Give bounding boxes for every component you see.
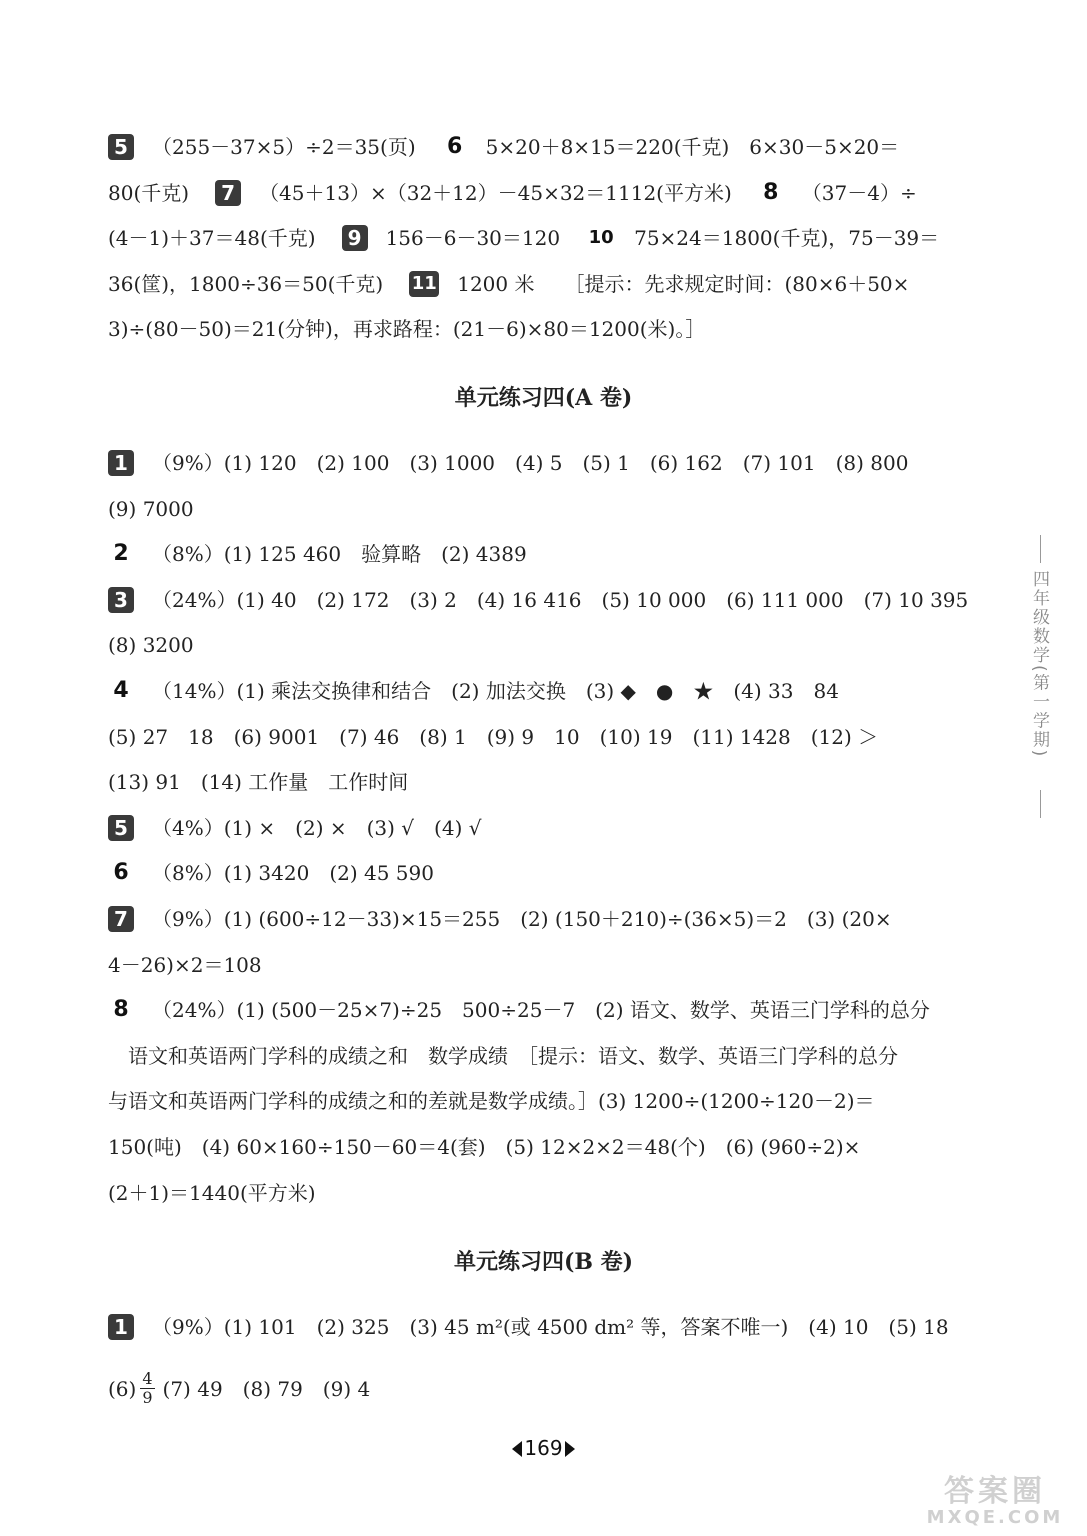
answer-text: 1200 米 ［提示：先求规定时间：(80×6＋50× <box>457 271 910 296</box>
answer-line <box>108 223 958 253</box>
answer-line <box>108 1041 958 1071</box>
answer-line <box>108 178 958 208</box>
answer-text: （9%）(1) 101 (2) 325 (3) 45 m²(或 4500 dm² 等，答案不唯一) (4) 10 (5) 18 <box>152 1315 949 1339</box>
answer-text: （45＋13）×（32＋12）－45×32＝1112(平方米) <box>259 180 732 205</box>
answer-line <box>108 269 958 299</box>
question-number-badge: 5 <box>108 134 134 160</box>
answer-line <box>108 132 958 162</box>
fraction-denominator: 9 <box>142 1388 153 1407</box>
answer-line <box>108 448 958 478</box>
answer-line <box>108 722 958 752</box>
side-rule-bottom <box>1040 790 1041 818</box>
answer-line <box>108 630 958 660</box>
answer-line <box>108 995 958 1025</box>
question-number-badge: 1 <box>108 1314 134 1340</box>
answer-line <box>108 950 958 980</box>
answer-text: 与语文和英语两门学科的成绩之和的差就是数学成绩。］(3) 1200÷(1200÷120－2)＝ <box>108 1089 875 1114</box>
answer-text: (13) 91 (14) 工作量 工作时间 <box>108 770 409 795</box>
question-number-badge: 5 <box>108 815 134 841</box>
watermark-url: MXQE.COM <box>926 1507 1064 1528</box>
question-number-badge: 3 <box>108 587 134 613</box>
question-number-badge: 9 <box>342 225 368 251</box>
triangle-right-icon <box>565 1441 575 1457</box>
answer-text: 156－6－30＝120 <box>385 226 561 250</box>
answer-prefix: (6) <box>108 1376 137 1401</box>
answer-line <box>108 1086 958 1116</box>
answer-text: （37－4）÷ <box>801 180 917 205</box>
watermark-logo <box>910 1476 1080 1531</box>
answer-line <box>108 904 958 934</box>
page-number-text: 169 <box>524 1436 563 1460</box>
answer-line <box>108 813 958 843</box>
question-number-badge: 4 <box>113 678 129 703</box>
answer-line <box>108 676 958 706</box>
answer-text: (2＋1)＝1440(平方米) <box>108 1180 316 1205</box>
question-number-badge: 8 <box>763 179 779 205</box>
answer-line <box>108 767 958 797</box>
section-title-b: 单元练习四(B 卷) <box>453 1249 634 1275</box>
answer-text: 3)÷(80－50)＝21(分钟)，再求路程：(21－6)×80＝1200(米)。］ <box>108 317 706 341</box>
answer-line <box>108 1178 958 1208</box>
answer-text: (9) 7000 <box>108 496 194 521</box>
answer-line <box>108 314 958 344</box>
triangle-left-icon <box>512 1441 522 1457</box>
side-book-label: 四年级数学(第一学期) <box>1029 570 1049 759</box>
answer-line <box>108 858 958 888</box>
question-number-badge: 6 <box>113 860 129 886</box>
answer-line <box>108 539 958 569</box>
answer-text: （255－37×5）÷2＝35(页) <box>152 135 416 159</box>
answer-text: 36(筐)，1800÷36＝50(千克) <box>108 271 384 296</box>
answer-text: （8%）(1) 125 460 验算略 (2) 4389 <box>152 542 527 567</box>
fraction-numerator: 4 <box>142 1369 153 1388</box>
answer-text: 语文和英语两门学科的成绩之和 数学成绩 ［提示：语文、数学、英语三门学科的总分 <box>108 1043 898 1068</box>
section-title-a: 单元练习四(A 卷) <box>454 385 633 411</box>
question-number-badge: 1 <box>108 450 134 476</box>
question-number-badge: 7 <box>215 180 241 206</box>
answer-text: (4－1)＋37＝48(千克) <box>108 226 316 250</box>
page-number <box>0 1436 1087 1460</box>
question-number-badge: 11 <box>409 271 439 297</box>
answer-line <box>108 1132 958 1162</box>
answer-text: （24%）(1) 40 (2) 172 (3) 2 (4) 16 416 (5) 10 000 (6) 111 000 (7) 10 395 <box>152 587 969 612</box>
fraction <box>140 1370 154 1407</box>
answer-text: 4－26)×2＝108 <box>108 952 262 977</box>
answer-text: （9%）(1) (600÷12－33)×15＝255 (2) (150＋210)÷(36×5)＝2 (3) (20× <box>152 907 892 931</box>
question-number-badge: 6 <box>447 134 463 159</box>
answer-text: 80(千克) <box>108 180 190 205</box>
answer-text: (7) 49 (8) 79 (9) 4 <box>162 1376 371 1401</box>
answer-text: 5×20＋8×15＝220(千克) 6×30－5×20＝ <box>485 135 900 159</box>
answer-text: （8%）(1) 3420 (2) 45 590 <box>152 861 434 886</box>
question-number-badge: 7 <box>108 906 134 932</box>
question-number-badge: 10 <box>588 227 614 248</box>
answer-text: （4%）(1) × (2) × (3) √ (4) √ <box>152 815 482 840</box>
answer-line <box>108 585 969 615</box>
answer-text: (8) 3200 <box>108 633 194 658</box>
answer-text: （14%）(1) 乘法交换律和结合 (2) 加法交换 (3) ◆ ● ★ (4) 33 84 <box>152 679 839 703</box>
section-b-line-1 <box>108 1312 958 1342</box>
question-number-badge: 8 <box>113 997 129 1023</box>
answer-text: 150(吨) (4) 60×160÷150－60＝4(套) (5) 12×2×2＝48(个) (6) (960÷2)× <box>108 1135 861 1159</box>
question-number-badge: 2 <box>113 541 129 567</box>
side-rule-top <box>1040 535 1041 563</box>
answer-text: （9%）(1) 120 (2) 100 (3) 1000 (4) 5 (5) 1 (6) 162 (7) 101 (8) 800 <box>152 451 909 475</box>
section-b-line-2 <box>108 1370 958 1407</box>
watermark-title: 答案圈 <box>944 1474 1046 1509</box>
answer-text: 75×24＝1800(千克)，75－39＝ <box>634 226 940 250</box>
answer-line <box>108 494 958 524</box>
answer-text: （24%）(1) (500－25×7)÷25 500÷25－7 (2) 语文、数学、英语三门学科的总分 <box>152 998 930 1023</box>
answer-text: (5) 27 18 (6) 9001 (7) 46 (8) 1 (9) 9 10 (10) 19 (11) 1428 (12) ＞ <box>108 724 879 749</box>
